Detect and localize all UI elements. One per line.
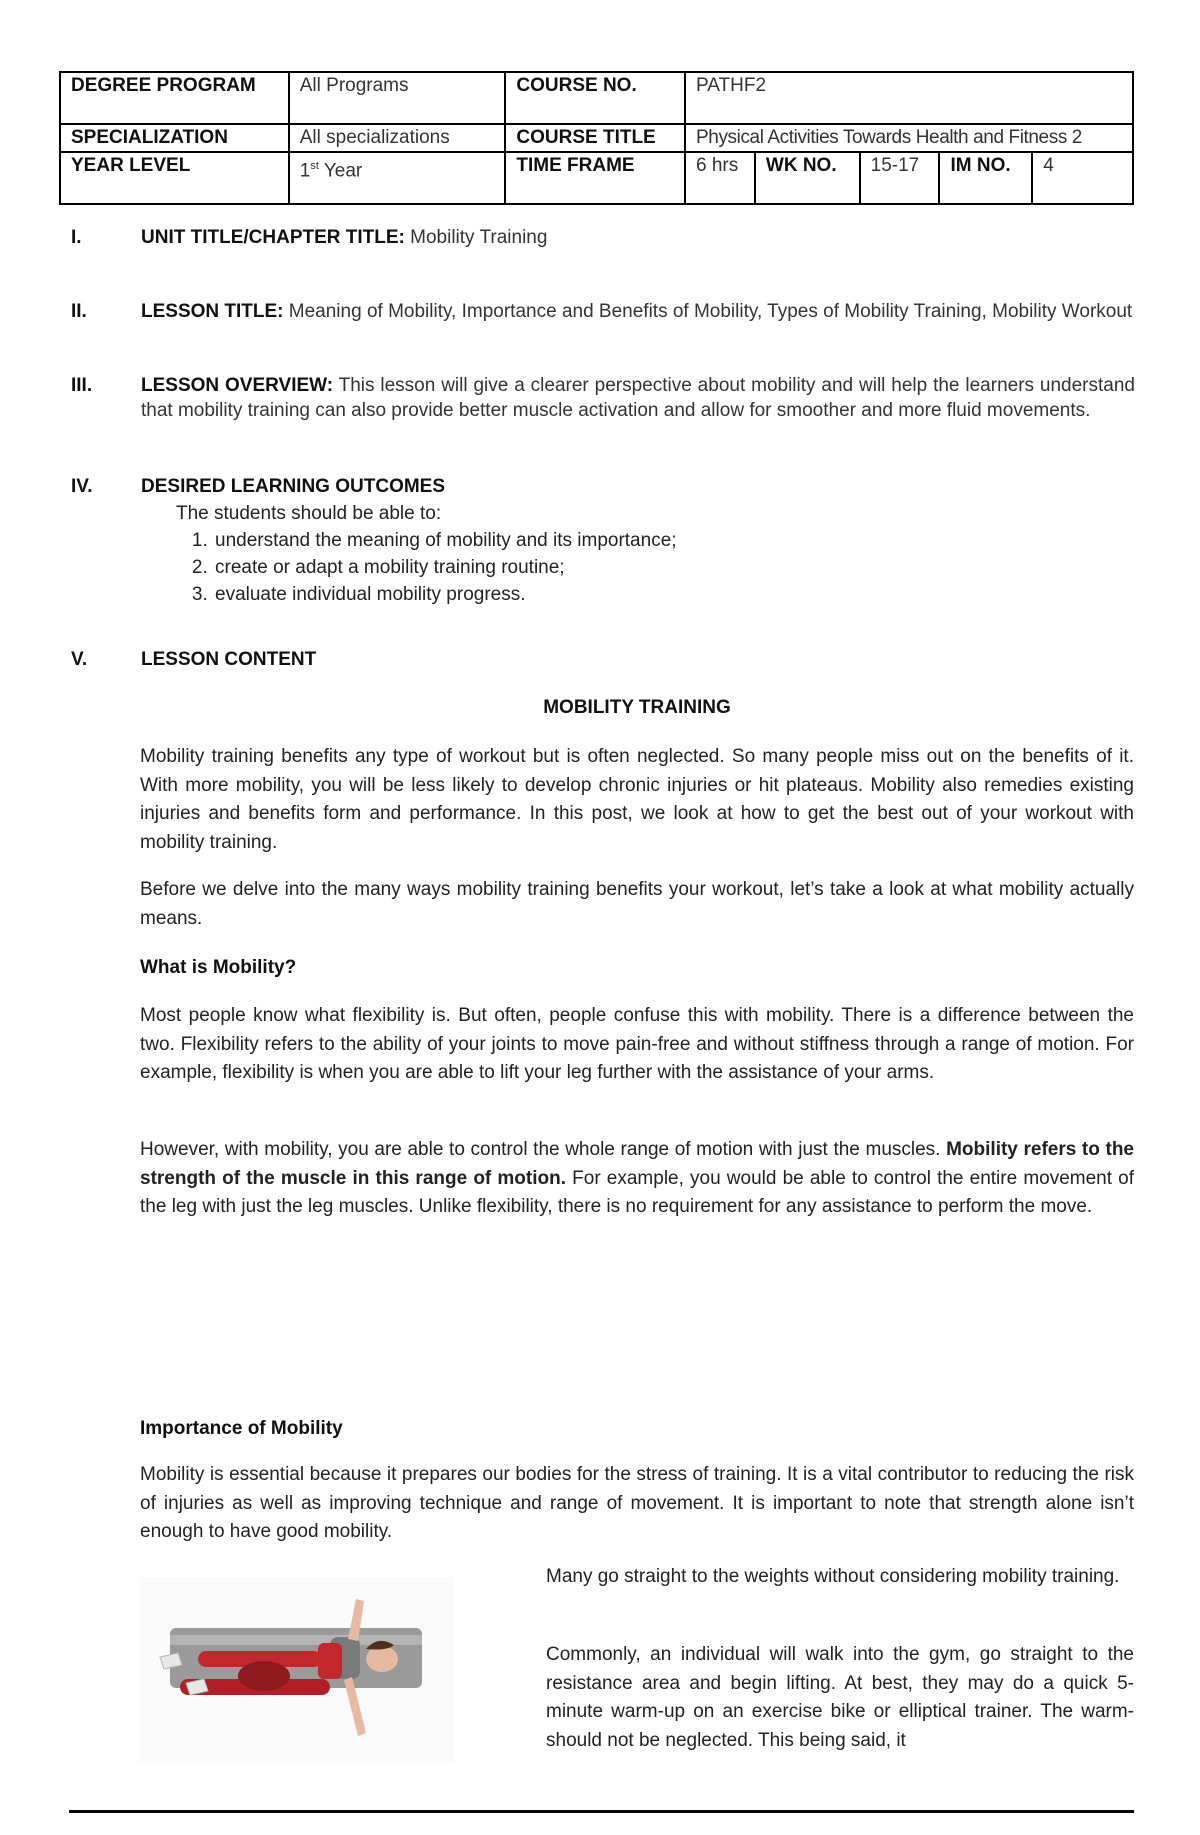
paragraph-text: However, with mobility, you are able to control the whole range of motion with just the muscles. [140,1139,947,1160]
paragraph-text: Mobility training benefits any type of workout but is often neglected. So many people miss out on the benefits of it. With more mobility, you will be less likely to develop chronic injuries or hit plateaus. Mobility also remedies existing injuries and benefits form and performance. In this post, we look at how to get the best out of your workout with mobility training. [140,746,1134,853]
paragraph [546,1563,1134,1592]
outcome-item: 1. understand the meaning of mobility and its importance; [213,527,677,554]
course-title-label: COURSE TITLE [505,124,685,152]
course-title-value: Physical Activities Towards Health and Fitness 2 [685,124,1133,152]
im-no-label: IM NO. [939,152,1032,204]
degree-program-label: DEGREE PROGRAM [60,72,289,124]
course-no-label: COURSE NO. [505,72,685,124]
learning-outcomes-list [176,500,677,608]
learning-outcomes-intro: The students should be able to: [176,503,442,524]
year-level-value [289,152,506,204]
section-number: III. [71,375,93,396]
paragraph [140,876,1134,933]
time-frame-value: 6 hrs [685,152,755,204]
lesson-content-section [71,647,1135,672]
section-number: IV. [71,476,93,497]
paragraph [140,1002,1134,1088]
wk-no-label: WK NO. [755,152,860,204]
section-number: I. [71,227,82,248]
lesson-overview-label: LESSON OVERVIEW: [141,375,334,396]
wk-no-value: 15-17 [860,152,940,204]
main-heading: MOBILITY TRAINING [543,697,731,718]
paragraph-text: Commonly, an individual will walk into the gym, go straight to the resistance area and begin lifting. At best, they may do a quick 5-minute warm-up on an exercise bike or elliptical trainer. The warm-should not be neglected. This being said, it [546,1644,1134,1751]
degree-program-value: All Programs [289,72,506,124]
specialization-value: All specializations [289,124,506,152]
section-number: V. [71,649,88,670]
outcome-item: 2. create or adapt a mobility training routine; [213,554,677,581]
paragraph-text: Mobility is essential because it prepares our bodies for the stress of training. It is a vital contributor to reducing the risk of injuries as well as improving technique and range of movement. It is important to note that strength alone isn’t enough to have good mobility. [140,1464,1134,1542]
lesson-content-label: LESSON CONTENT [141,649,317,670]
lesson-title-section [71,299,1135,324]
learning-outcomes-section [71,474,1135,499]
lesson-overview-section [71,373,1135,423]
paragraph [140,1136,1134,1222]
course-no-value: PATHF2 [685,72,1133,124]
paragraph-text: Most people know what flexibility is. But often, people confuse this with mobility. There is a difference between the two. Flexibility refers to the ability of your joints to move pain-free and without stiffness through a range of motion. For example, flexibility is when you are able to lift your leg further with the assistance of your arms. [140,1005,1134,1083]
specialization-label: SPECIALIZATION [60,124,289,152]
im-no-value: 4 [1032,152,1133,204]
year-level-number: 1 [299,160,311,182]
what-is-mobility-heading: What is Mobility? [140,957,297,978]
paragraph-text: Many go straight to the weights without considering mobility training. [546,1566,1120,1587]
year-level-ordinal: st [310,160,319,172]
paragraph-text: For example, you would be able to control the entire movement of the leg with just the leg muscles. Unlike flexibility, there is no requirement for any assistance to perform the move. [140,1167,1135,1217]
learning-outcomes-label: DESIRED LEARNING OUTCOMES [141,476,446,497]
year-level-word: Year [318,160,363,182]
mobility-exercise-image [140,1577,455,1762]
importance-heading: Importance of Mobility [140,1418,343,1439]
year-level-label: YEAR LEVEL [60,152,289,204]
outcome-item: 3. evaluate individual mobility progress. [213,581,677,608]
paragraph [140,1461,1134,1547]
paragraph-text: Before we delve into the many ways mobility training benefits your workout, let’s take a look at what mobility actually means. [140,879,1134,929]
paragraph [546,1641,1134,1755]
unit-title-text: Mobility Training [404,227,548,248]
lesson-overview-text: This lesson will give a clearer perspective about mobility and will help the learners understand that mobility training can also provide better muscle activation and allow for smoother and more fluid movements. [141,375,1135,421]
unit-title-section [71,225,1135,250]
paragraph [140,743,1134,857]
lesson-title-text: Meaning of Mobility, Importance and Benefits of Mobility, Types of Mobility Training, Mobility Workout [283,301,1133,322]
unit-title-label: UNIT TITLE/CHAPTER TITLE: [141,227,405,248]
foam-roller-stretch-illustration [140,1577,455,1762]
time-frame-label: TIME FRAME [505,152,685,204]
section-number: II. [71,301,87,322]
footer-divider [69,1810,1134,1813]
lesson-title-label: LESSON TITLE: [141,301,284,322]
course-info-table [59,71,1134,205]
mobility-definition: Mobility refers to the strength of the muscle in this range of motion. [140,1139,1134,1189]
